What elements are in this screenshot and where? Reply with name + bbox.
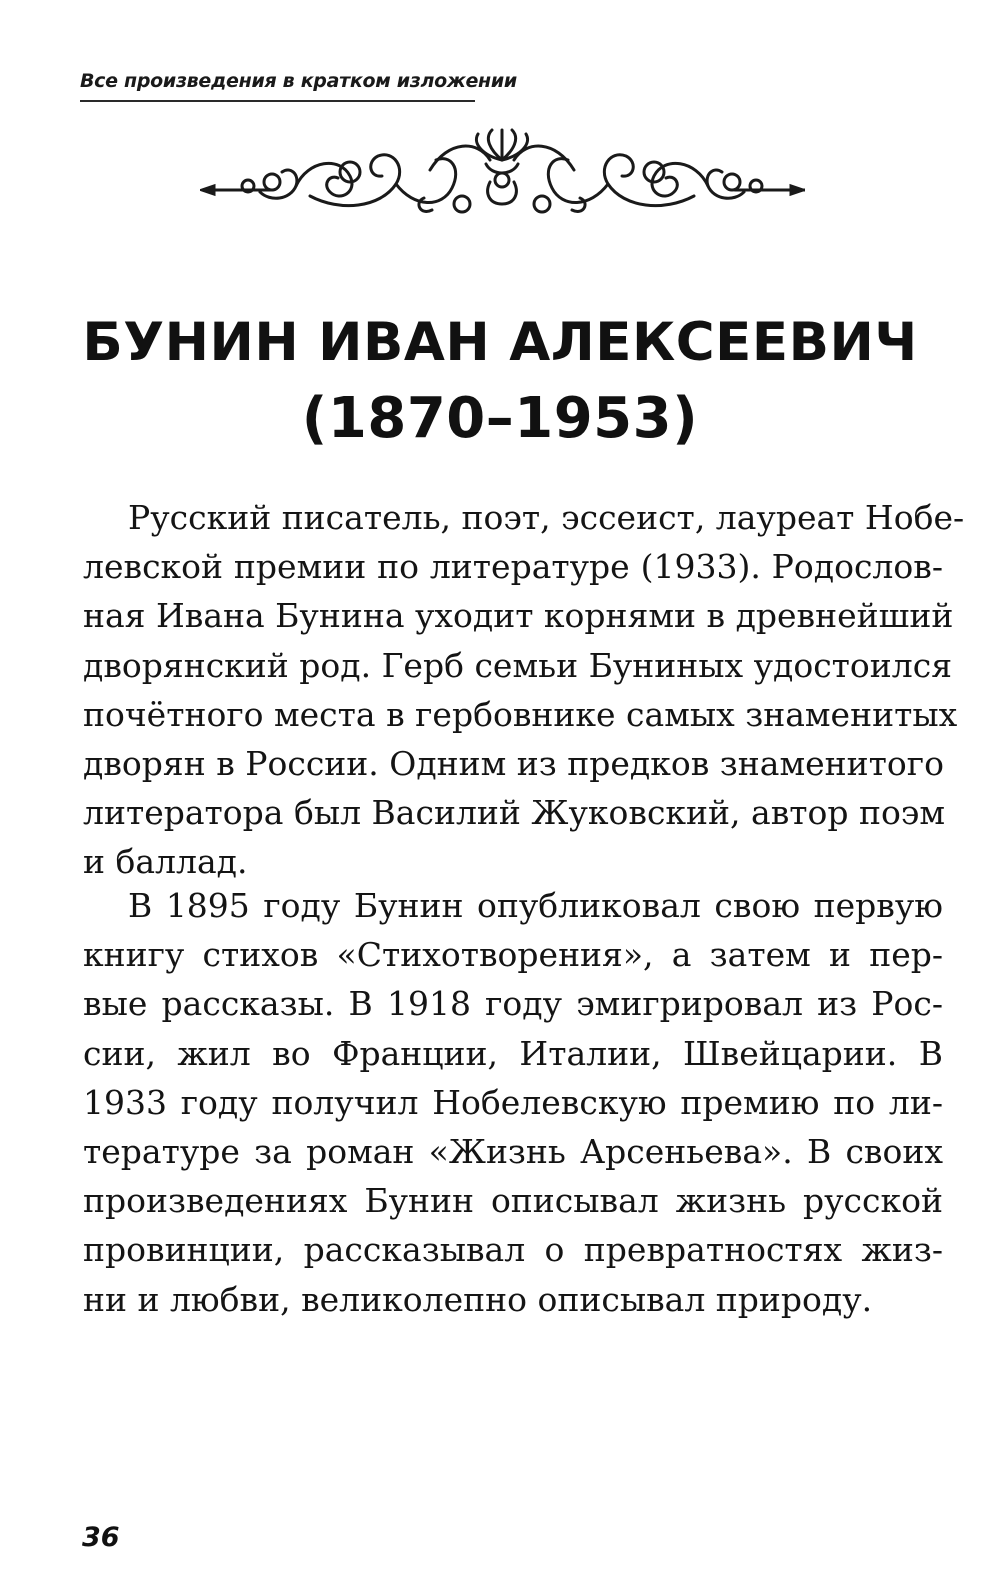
- text-line: дворян в России. Одним из предков знаменитого: [83, 744, 944, 784]
- floral-divider-ornament-icon: [200, 120, 805, 220]
- text-line: провинции, рассказывал о превратностях жиз-: [83, 1230, 943, 1270]
- text-line: книгу стихов «Стихотворения», а затем и пер-: [83, 935, 943, 975]
- text-line: тературе за роман «Жизнь Арсеньева». В своих: [83, 1132, 943, 1172]
- text-line: вые рассказы. В 1918 году эмигрировал из Рос-: [83, 984, 943, 1024]
- text-line: сии, жил во Франции, Италии, Швейцарии. В: [83, 1033, 943, 1073]
- biography-paragraph-1: [83, 493, 965, 887]
- author-years-heading: (1870–1953): [301, 386, 699, 451]
- text-line: Русский писатель, поэт, эссеист, лауреат Нобе-: [128, 498, 965, 537]
- text-line: ная Ивана Бунина уходит корнями в древнейший: [83, 596, 954, 636]
- text-line: произведениях Бунин описывал жизнь русской: [83, 1181, 943, 1221]
- author-name-heading: БУНИН ИВАН АЛЕКСЕЕВИЧ: [82, 312, 918, 373]
- text-line: 1933 году получил Нобелевскую премию по ли-: [83, 1082, 943, 1122]
- running-header: Все произведения в кратком изложении: [80, 70, 517, 92]
- text-line: ни и любви, великолепно описывал природу.: [83, 1279, 873, 1319]
- biography-paragraph-2: [83, 881, 943, 1324]
- text-line: левской премии по литературе (1933). Родослов-: [83, 547, 943, 587]
- text-line: дворянский род. Герб семьи Буниных удостоился: [83, 645, 953, 685]
- text-line: и баллад.: [83, 842, 248, 882]
- page-number: 36: [82, 1522, 120, 1553]
- text-line: В 1895 году Бунин опубликовал свою первую: [128, 886, 943, 925]
- text-line: почётного места в гербовнике самых знаменитых: [83, 694, 958, 734]
- text-line: литератора был Василий Жуковский, автор поэм: [83, 793, 946, 833]
- header-underline: [80, 100, 475, 102]
